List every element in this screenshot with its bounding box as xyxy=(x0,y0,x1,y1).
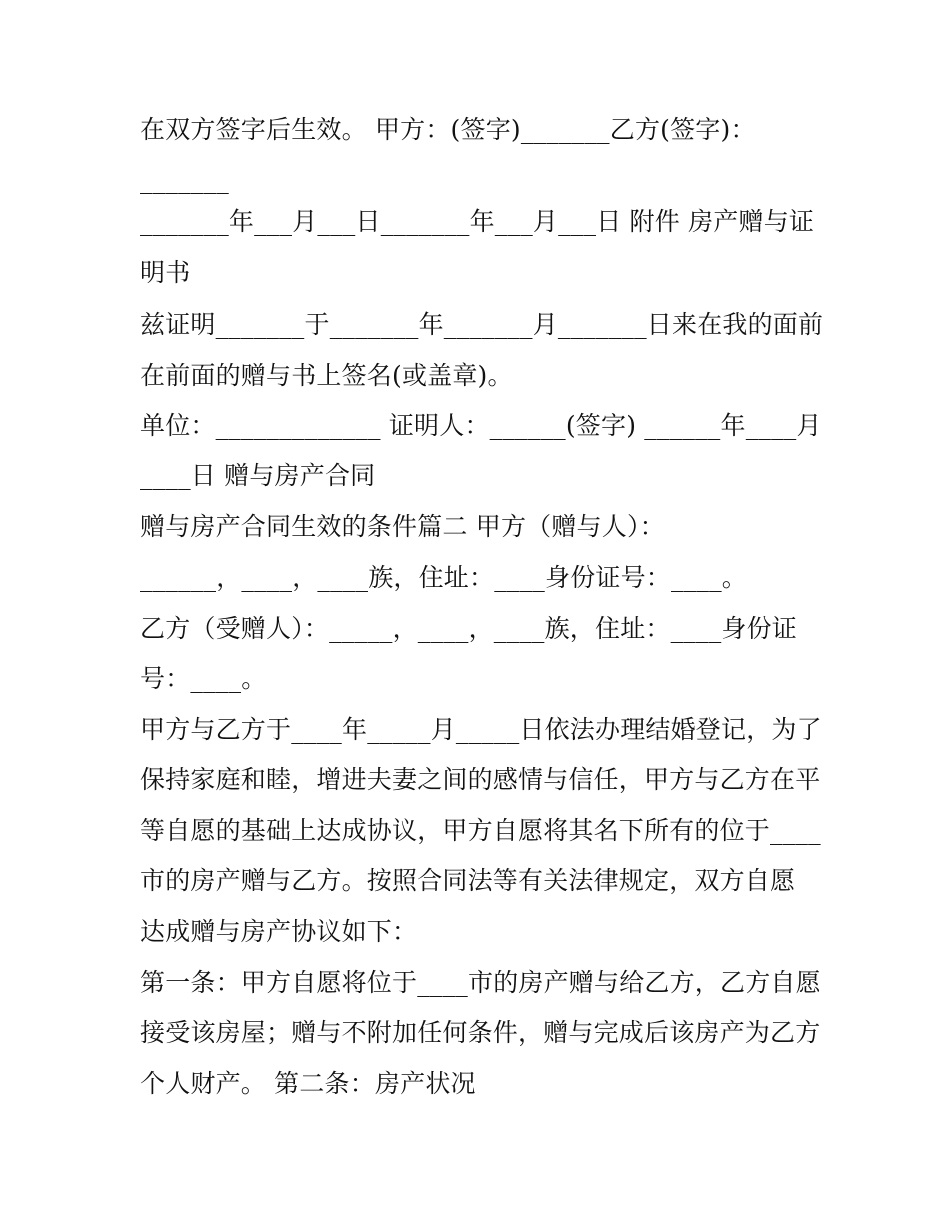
text-line: 达成赠与房产协议如下： xyxy=(140,917,418,946)
text-line: 甲方与乙方于____年_____月_____日依法办理结婚登记，为了 xyxy=(140,715,822,744)
text-line: 等自愿的基础上达成协议，甲方自愿将其名下所有的位于____ xyxy=(140,816,821,845)
text-line: 明书 xyxy=(140,258,191,287)
text-line: 保持家庭和睦，增进夫妻之间的感情与信任，甲方与乙方在平 xyxy=(140,765,821,794)
text-line: 乙方（受赠人）：_____，____，____族，住址：____身份证 xyxy=(140,614,798,643)
text-line: 号：____。 xyxy=(140,664,267,693)
text-line: _______ xyxy=(140,165,229,194)
text-line: 接受该房屋；赠与不附加任何条件，赠与完成后该房产为乙方 xyxy=(140,1018,821,1047)
text-line: 第一条：甲方自愿将位于____市的房产赠与给乙方，乙方自愿 xyxy=(140,968,821,997)
text-line: ____日 赠与房产合同 xyxy=(140,461,376,490)
text-line: 市的房产赠与乙方。按照合同法等有关法律规定，双方自愿 xyxy=(140,866,796,895)
text-line: _______年___月___日_______年___月___日 附件 房产赠与证 xyxy=(140,207,815,236)
text-line: 在双方签字后生效。 甲方：(签字)_______乙方(签字)： xyxy=(140,115,756,144)
text-line: 在前面的赠与书上签名(或盖章)。 xyxy=(140,361,513,390)
text-line: 赠与房产合同生效的条件篇二 甲方（赠与人）： xyxy=(140,512,665,541)
text-line: ______，____，____族，住址：____身份证号：____。 xyxy=(140,563,748,592)
text-line: 个人财产。 第二条：房产状况 xyxy=(140,1069,476,1098)
text-line: 单位：_____________ 证明人：______(签字) ______年____月 xyxy=(140,411,822,440)
text-line: 兹证明_______于_______年_______月_______日来在我的面前 xyxy=(140,310,824,339)
